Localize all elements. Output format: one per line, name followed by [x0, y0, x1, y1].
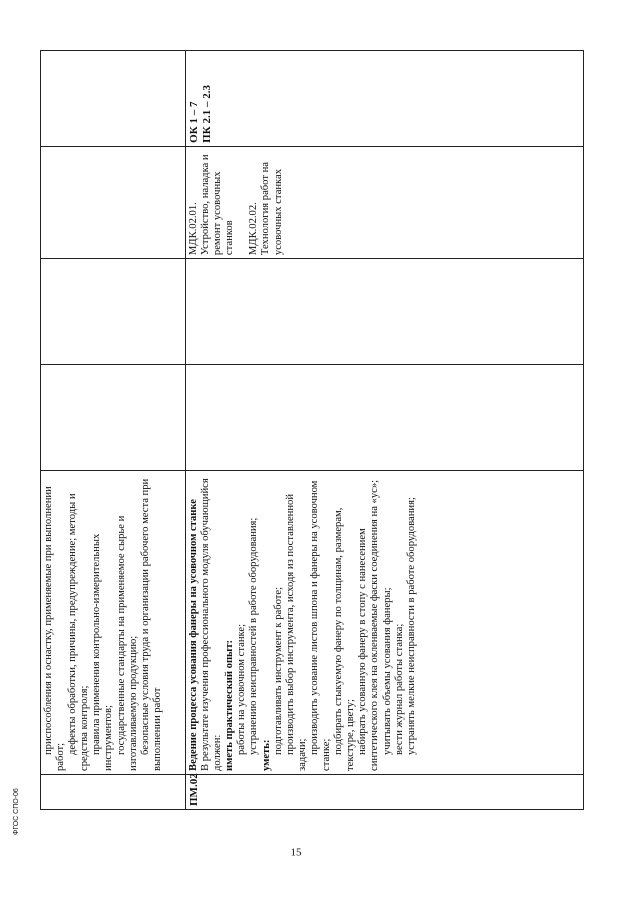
empty-cell [41, 365, 186, 471]
content-cell [41, 471, 186, 775]
experience-item: устранению неисправностей в работе оборудования; [248, 517, 260, 755]
code-cell [41, 775, 186, 810]
empty-cell [186, 365, 584, 471]
mdk-item: МДК.02.01. Устройство, наладка и ремонт усовочных станков [188, 154, 236, 256]
mdk-cell [41, 146, 186, 258]
experience-item: работы на усовочном станке; [236, 623, 248, 755]
curriculum-table [40, 50, 584, 810]
empty-cell [186, 259, 584, 365]
rotated-page [40, 52, 600, 859]
intro-text: В результате изучения профессионального модуля обучающийся должен: [200, 478, 224, 771]
footer-mark: ФГОС СПО-06 [13, 788, 20, 835]
mdk-item: МДК.02.02. Технология работ на усовочных станках [248, 162, 284, 256]
skill-item: набирать усованную фанеру в стопу с нанесением синтетического клея на окленваемые фаски соединения на «ус»; [357, 479, 381, 771]
skill-item: устранять мелкие неисправности в работе оборудования; [405, 497, 417, 755]
code-cell [186, 775, 584, 810]
experience-label: иметь практический опыт: [224, 639, 236, 771]
skill-item: учитывать объемы усования фанеры; [381, 587, 393, 755]
table-row [41, 51, 186, 810]
text-line: дефекты обработки, причины, предупреждение; методы и средства контроля; [67, 493, 91, 771]
skill-item: подбирать стыкуемую фанеру по толщинам, размерам, текстуре, цвету; [333, 507, 357, 771]
text-line: государственные стандарты на применяемое сырье и изготавливаемую продукцию; [115, 515, 139, 771]
skill-item: производить усование листов шпона и фанеры на усовочном станке; [308, 480, 333, 771]
text-line: правила применения контрольно-измерительных инструментов; [91, 533, 115, 771]
empty-cell [41, 259, 186, 365]
page-number: 15 [290, 846, 302, 859]
module-code: ПМ.02 [188, 773, 200, 806]
text-line: безопасные условия труда и организации рабочего места при выполнении работ [139, 478, 163, 771]
table-row [186, 51, 584, 810]
text-line: приспособления и оснастку, применяемые при выполнении работ; [43, 486, 67, 771]
skill-item: вести журнал работы станка; [393, 623, 405, 755]
skills-label: уметь: [260, 739, 272, 771]
module-title: Ведение процесса усования фанеры на усовочном станке [188, 499, 199, 771]
competency-cell [186, 51, 584, 147]
skill-item: подготавливать инструмент к работе; [272, 586, 284, 755]
skill-item: производить выбор инструмента, исходя из поставленной задачи; [284, 494, 308, 771]
competency-cell [41, 51, 186, 147]
mdk-cell [186, 146, 584, 258]
content-cell [186, 471, 584, 775]
competency-pk: ПК 2.1 – 2.3 [201, 85, 213, 143]
competency-ok: ОК 1 – 7 [188, 101, 200, 143]
